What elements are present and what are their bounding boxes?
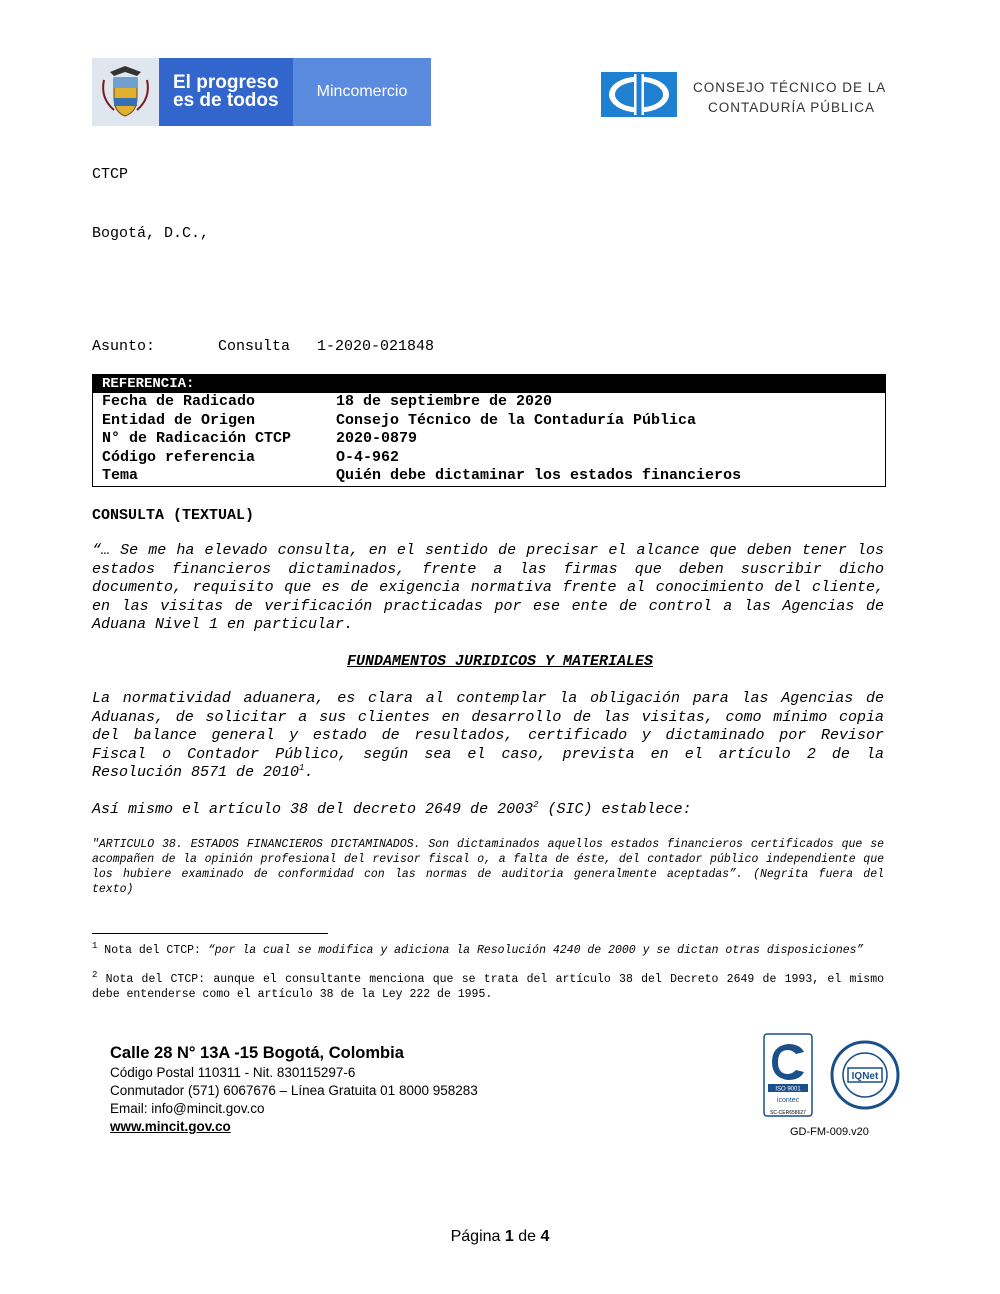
cert1-code: SC-CER658627 — [770, 1110, 806, 1116]
consulta-text: “… Se me ha elevado consulta, en el sentido de precisar el alcance que deben tener los estados financieros dictaminados, frente a las firmas que deben suscribir dicho documento, requisito que es de exigencia normativa frente al conocimiento del cliente, en las visitas de verificación practicadas por ese ente de control a las Agencias de Aduana Nivel 1 en particular. — [92, 542, 884, 633]
footer-phone: Conmutador (571) 6067676 – Línea Gratuita 01 8000 958283 — [110, 1083, 478, 1098]
sender: CTCP — [92, 166, 129, 183]
ref-value: 18 de septiembre de 2020 — [336, 393, 553, 410]
footer-postal: Código Postal 110311 - Nit. 830115297-6 — [110, 1065, 356, 1080]
ref-value: Consejo Técnico de la Contaduría Pública — [336, 411, 697, 429]
certification-seals-icon — [762, 1032, 902, 1118]
footnote-2 — [92, 972, 884, 1002]
page-total: 4 — [540, 1228, 550, 1245]
footnote-text: aunque el consultante menciona que se trata del artículo 38 del Decreto 2649 de 1993, el mismo debe entenderse como el artículo 38 de la Ley 222 de 1995. — [92, 973, 884, 1001]
ref-key: N° de Radicación CTCP — [102, 430, 292, 447]
fundamentos-heading: FUNDAMENTOS JURIDICOS Y MATERIALES — [346, 653, 654, 670]
paragraph-1-end: . — [304, 764, 314, 781]
paragraph-1-text: La normatividad aduanera, es clara al contemplar la obligación para las Agencias de Aduanas, de solicitar a sus clientes en desarrollo de las visitas, como mínimo copia del balance general y estado de resultados, certificado y dictaminado por Revisor Fiscal o Contador Público, según sea el caso, prevista en el artículo 2 de la Resolución 8571 de 2010 — [92, 690, 884, 781]
mincomercio-brand: Mincomercio — [293, 58, 431, 126]
subject-label: Asunto: — [92, 338, 156, 355]
footnote-num: 2 — [92, 970, 98, 981]
footnote-prefix: Nota del CTCP: — [97, 944, 208, 957]
ctcp-logo — [601, 70, 891, 122]
footnote-1 — [92, 943, 884, 958]
footer-website-link[interactable]: www.mincit.gov.co — [110, 1119, 231, 1134]
paragraph-2-end: (SIC) establece: — [538, 801, 692, 818]
ref-key: Tema — [102, 467, 139, 484]
ref-key: Código referencia — [102, 448, 256, 466]
footnote-ref-1: 1 — [299, 763, 305, 773]
page-current: 1 — [504, 1228, 514, 1245]
footnote-ref-2: 2 — [533, 800, 539, 810]
logo-line1: El progreso — [173, 72, 279, 93]
ctcp-name-line2: CONTADURÍA PÚBLICA — [708, 100, 876, 115]
reference-table — [92, 374, 886, 487]
page-mid: de — [513, 1228, 541, 1245]
footer-email: Email: info@mincit.gov.co — [110, 1101, 265, 1116]
footnote-divider — [92, 933, 328, 934]
cert1-label: ISO 9001 — [775, 1086, 801, 1093]
footer-address-block — [110, 1042, 478, 1136]
footnote-num: 1 — [92, 941, 98, 952]
form-code: GD-FM-009.v20 — [790, 1126, 869, 1138]
paragraph-1 — [92, 690, 884, 783]
table-row — [93, 449, 885, 468]
ref-value: 2020-0879 — [336, 430, 418, 447]
paragraph-2 — [92, 801, 884, 820]
footer-address: Calle 28 N° 13A -15 Bogotá, Colombia — [110, 1044, 404, 1062]
table-row — [93, 412, 885, 431]
city-line: Bogotá, D.C., — [92, 225, 210, 242]
table-row — [93, 467, 885, 486]
cert1-sub: icontec — [776, 1097, 800, 1104]
subject-value: Consulta 1-2020-021848 — [218, 338, 435, 355]
logo-line2: es de todos — [173, 90, 279, 111]
page-prefix: Página — [450, 1228, 505, 1245]
certification-logos — [762, 1032, 902, 1118]
ref-key: Fecha de Radicado — [102, 393, 256, 410]
ctcp-name-line1: CONSEJO TÉCNICO DE LA — [693, 80, 887, 95]
paragraph-2-text: Así mismo el artículo 38 del decreto 2649 de 2003 — [92, 801, 534, 818]
article-quote: "ARTICULO 38. ESTADOS FINANCIEROS DICTAMINADOS. Son dictaminados aquellos estados financieros certificados que se acompañen de la opinión profesional del revisor fiscal o, a falta de éste, del contador público independiente que los hubiere examinado de conformidad con las normas de auditoria generalmente aceptadas”. (Negrita fuera del texto) — [92, 838, 884, 896]
ref-key: Entidad de Origen — [102, 411, 256, 429]
ref-value: Quién debe dictaminar los estados financieros — [336, 467, 742, 484]
mincomercio-logo — [92, 58, 431, 126]
reference-title: REFERENCIA: — [93, 375, 885, 393]
footnote-prefix: Nota del CTCP: — [97, 973, 214, 986]
page-number — [0, 1228, 1000, 1246]
ref-value: O-4-962 — [336, 448, 400, 466]
consulta-heading: CONSULTA (TEXTUAL) — [92, 507, 255, 524]
cert2-label: IQNet — [851, 1071, 879, 1082]
table-row — [93, 430, 885, 449]
coat-of-arms-icon — [92, 58, 159, 126]
table-row — [93, 393, 885, 412]
ctcp-mark-icon — [601, 70, 678, 119]
footnote-text: “por la cual se modifica y adiciona la Resolución 4240 de 2000 y se dictan otras disposiciones” — [207, 944, 864, 957]
